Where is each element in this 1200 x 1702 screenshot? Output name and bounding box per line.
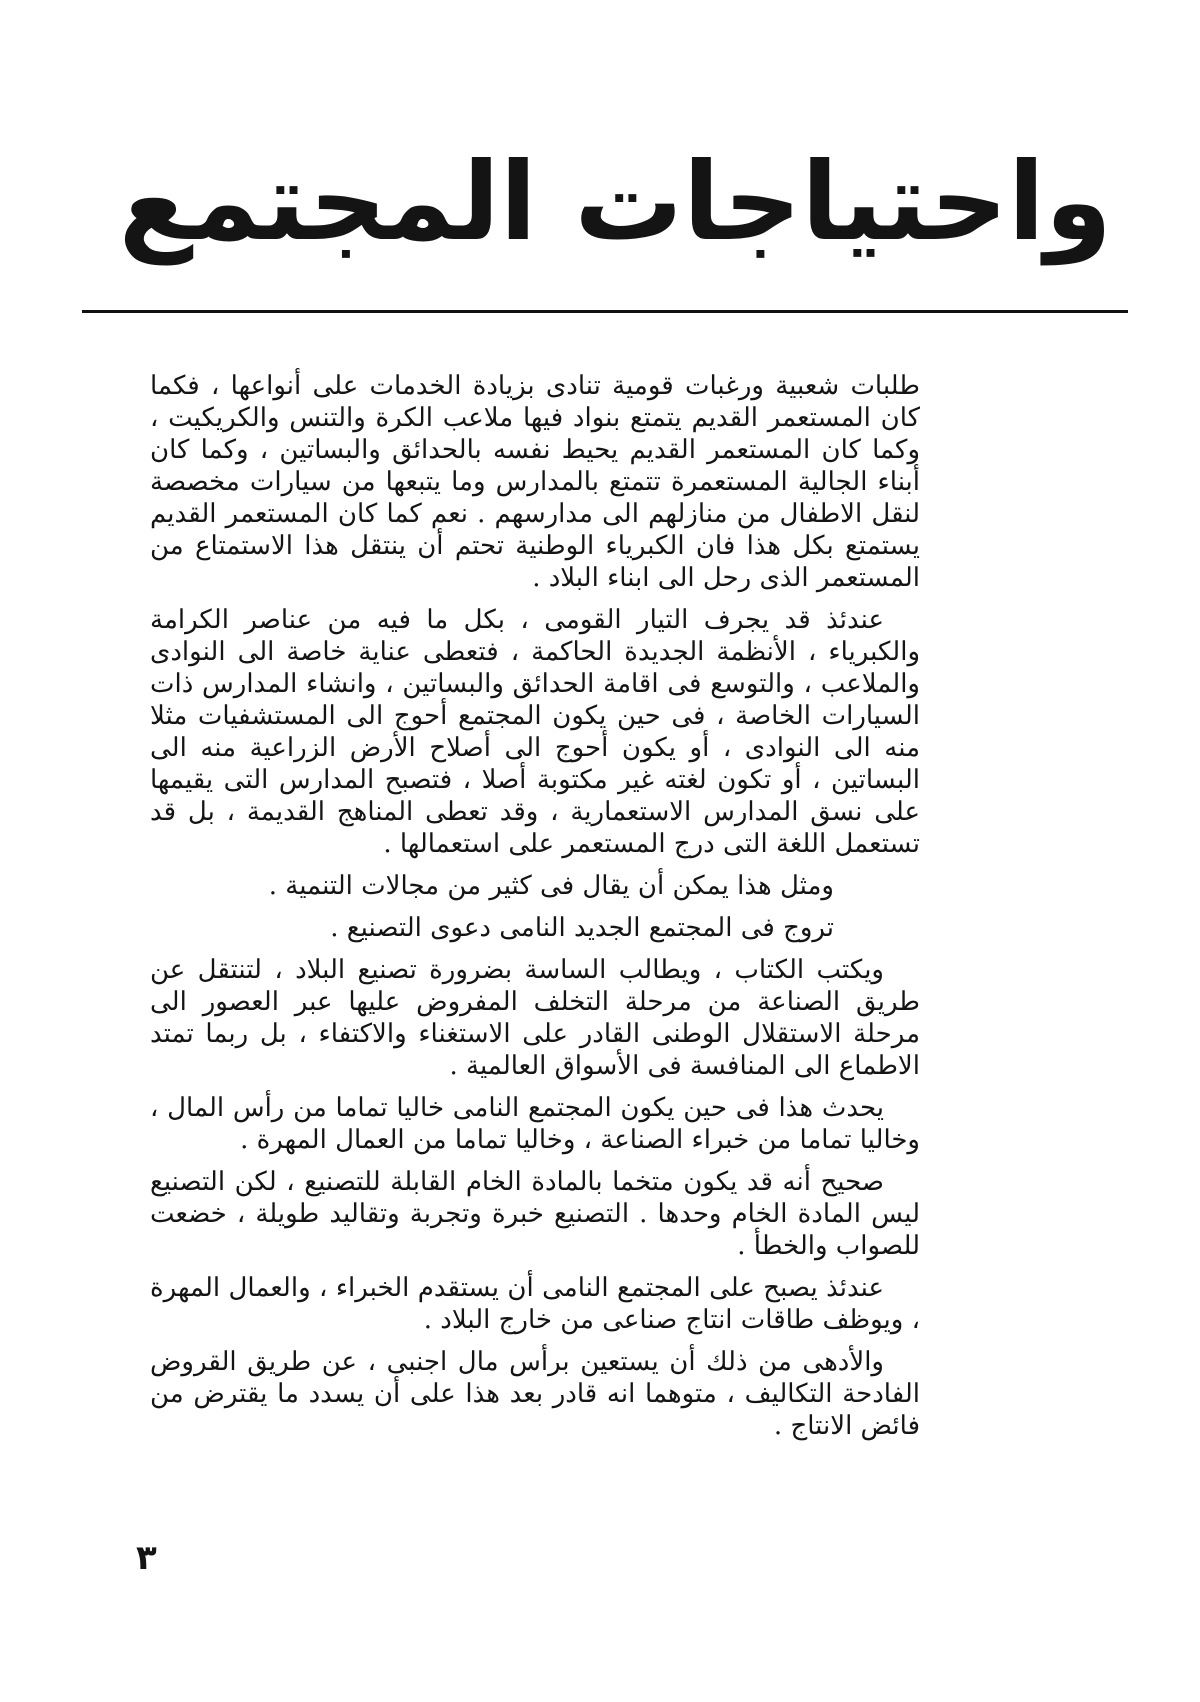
body-text — [150, 370, 920, 1452]
page-title: واحتياجات المجتمع — [118, 140, 1112, 265]
paragraph-9: والأدهى من ذلك أن يستعين برأس مال اجنبى ، عن طريق القروض الفادحة التكاليف ، متوهما انه قادر بعد هذا على أن يسدد ما يقترض من فائض الانتاج . — [150, 1347, 920, 1441]
paragraph-2: عندئذ قد يجرف التيار القومى ، بكل ما فيه من عناصر الكرامة والكبرياء ، الأنظمة الجديدة الحاكمة ، فتعطى عناية خاصة الى النوادى والملاعب ، والتوسع فى اقامة الحدائق والبساتين ، وانشاء المدارس ذات السيارات الخاصة ، فى حين يكون المجتمع أحوج الى المستشفيات مثلا منه الى النوادى ، أو يكون أحوج الى أصلاح الأرض الزراعية منه الى البساتين ، أو تكون لغته غير مكتوبة أصلا ، فتصبح المدارس التى يقيمها على نسق المدارس الاستعمارية ، وقد تعطى المناهج القديمة ، بل قد تستعمل اللغة التى درج المستعمر على استعمالها . — [150, 605, 920, 859]
paragraph-8: عندئذ يصبح على المجتمع النامى أن يستقدم الخبراء ، والعمال المهرة ، ويوظف طاقات انتاج صناعى من خارج البلاد . — [150, 1273, 920, 1335]
title-divider — [82, 310, 1128, 313]
paragraph-3: ومثل هذا يمكن أن يقال فى كثير من مجالات التنمية . — [268, 871, 834, 901]
page-number: ٣ — [136, 1538, 157, 1578]
paragraph-7: صحيح أنه قد يكون متخما بالمادة الخام القابلة للتصنيع ، لكن التصنيع ليس المادة الخام وحدها . التصنيع خبرة وتجربة وتقاليد طويلة ، خضعت للصواب والخطأ . — [150, 1167, 920, 1261]
paragraph-6: يحدث هذا فى حين يكون المجتمع النامى خاليا تماما من رأس المال ، وخاليا تماما من خبراء الصناعة ، وخاليا تماما من العمال المهرة . — [150, 1093, 920, 1155]
paragraph-1: طلبات شعبية ورغبات قومية تنادى بزيادة الخدمات على أنواعها ، فكما كان المستعمر القديم يتمتع بنواد فيها ملاعب الكرة والتنس والكريكيت ، وكما كان المستعمر القديم يحيط نفسه بالحدائق والبساتين ، وكما كان أبناء الجالية المستعمرة تتمتع بالمدارس وما يتبعها من سيارات مخصصة لنقل الاطفال من منازلهم الى مدارسهم . نعم كما كان المستعمر القديم يستمتع بكل هذا فان الكبرياء الوطنية تحتم أن ينتقل هذا الاستمتاع من المستعمر الذى رحل الى ابناء البلاد . — [150, 371, 920, 593]
paragraph-5: ويكتب الكتاب ، ويطالب الساسة بضرورة تصنيع البلاد ، لتنتقل عن طريق الصناعة من مرحلة التخلف المفروض عليها عبر العصور الى مرحلة الاستقلال الوطنى القادر على الاستغناء والاكتفاء ، بل ربما تمتد الاطماع الى المنافسة فى الأسواق العالمية . — [150, 955, 920, 1081]
paragraph-4: تروج فى المجتمع الجديد النامى دعوى التصنيع . — [330, 913, 834, 943]
